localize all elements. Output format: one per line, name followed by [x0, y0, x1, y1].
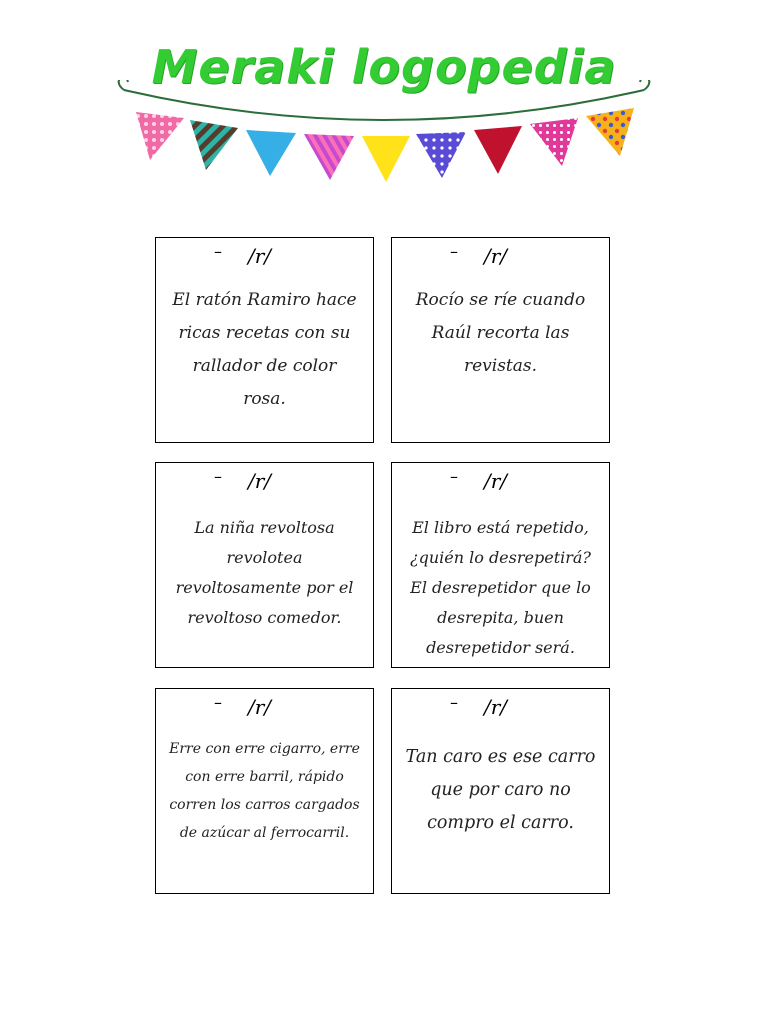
phoneme-label: /r/: [248, 244, 272, 268]
phrase-card-2: [391, 237, 610, 443]
flag-4: [304, 134, 354, 180]
card-phrase: Rocío se ríe cuando Raúl recorta las revistas.: [415, 290, 586, 376]
phoneme-label: /r/: [248, 695, 272, 719]
flag-2: [190, 120, 238, 170]
card-phrase: Erre con erre cigarro, erre con erre barril, rápido corren los carros cargados de azúcar al ferrocarril.: [169, 741, 360, 841]
card-phrase: El ratón Ramiro hace ricas recetas con su rallador de color rosa.: [172, 290, 357, 409]
phoneme-label: /r/: [484, 695, 508, 719]
bunting-curl-right: [640, 80, 649, 90]
bunting-curl-left: [119, 80, 128, 90]
card-phrase: Tan caro es ese carro que por caro no compro el carro.: [405, 747, 596, 833]
card-dash: –: [214, 242, 222, 261]
card-dash: –: [214, 467, 222, 486]
phoneme-label: /r/: [484, 244, 508, 268]
card-dash: –: [214, 693, 222, 712]
phrase-card-3: [155, 462, 374, 668]
card-dash: –: [450, 693, 458, 712]
card-phrase: El libro está repetido, ¿quién lo desrepetirá? El desrepetidor que lo desrepita, buen desrepetidor será.: [410, 518, 591, 657]
phrase-card-1: [155, 237, 374, 443]
flag-1: [136, 112, 184, 160]
phrase-card-6: [391, 688, 610, 894]
flag-9: [586, 108, 634, 156]
phrase-card-5: [155, 688, 374, 894]
bunting-string: [124, 90, 644, 120]
flag-3: [246, 130, 296, 176]
card-phrase: La niña revoltosa revolotea revoltosamente por el revoltoso comedor.: [175, 518, 354, 627]
card-dash: –: [450, 467, 458, 486]
phoneme-label: /r/: [248, 469, 272, 493]
bunting-banner: [110, 80, 658, 190]
phoneme-label: /r/: [484, 469, 508, 493]
flag-8: [530, 118, 578, 166]
phrase-card-4: [391, 462, 610, 668]
page-title: Meraki logopedia: [151, 40, 617, 94]
flag-5: [362, 136, 410, 182]
flag-6: [416, 132, 466, 178]
flag-7: [474, 126, 522, 174]
card-dash: –: [450, 242, 458, 261]
